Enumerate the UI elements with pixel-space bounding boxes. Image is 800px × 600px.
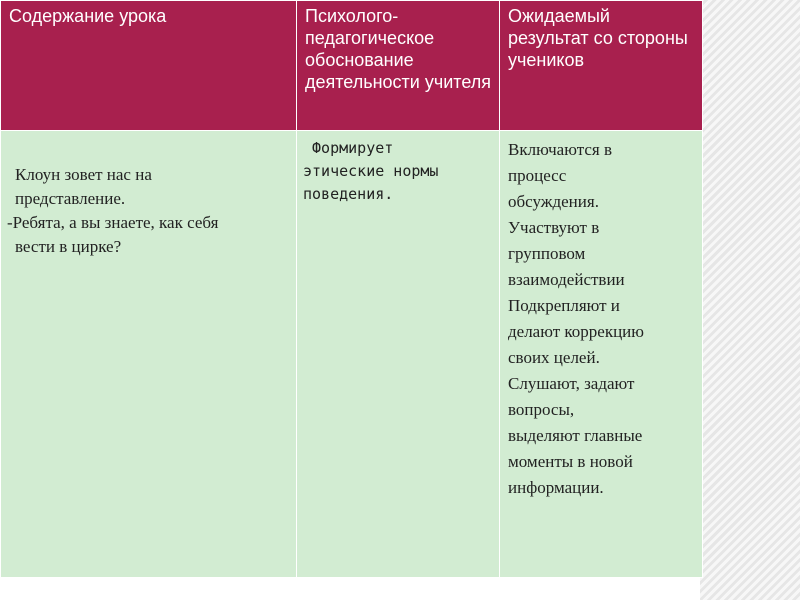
teacher-line: поведения. [303,185,394,203]
cell-lesson-content [1,131,297,578]
outcome-line: моменты в новой [508,452,633,471]
cell-teacher-rationale [297,131,500,578]
lesson-line: -Ребята, а вы знаете, как себя [7,213,219,232]
table-header-row [1,1,703,131]
cell-student-outcome [500,131,703,578]
outcome-line: Слушают, задают [508,374,635,393]
header-teacher-rationale: Психолого-педагогическое обоснование деятельности учителя [297,1,500,131]
outcome-line: взаимодействии [508,270,625,289]
outcome-line: выделяют главные [508,426,643,445]
lesson-line: представление. [15,189,126,208]
header-lesson-content: Содержание урока [1,1,297,131]
outcome-line: Подкрепляют и [508,296,620,315]
outcome-line: обсуждения. [508,192,599,211]
header-student-outcome: Ожидаемый результат со стороны учеников [500,1,703,131]
outcome-line: процесс [508,166,567,185]
lesson-line: Клоун зовет нас на [15,165,152,184]
outcome-line: Включаются в [508,140,612,159]
outcome-line: Участвуют в [508,218,600,237]
teacher-line: этические нормы [303,162,439,180]
outcome-line: своих целей. [508,348,600,367]
teacher-line: Формирует [303,139,394,157]
decorative-stripe-panel [700,0,800,600]
outcome-line: информации. [508,478,604,497]
table-row [1,131,703,578]
outcome-line: вопросы, [508,400,575,419]
lesson-line: вести в цирке? [15,237,122,256]
outcome-line: делают коррекцию [508,322,644,341]
outcome-line: групповом [508,244,586,263]
